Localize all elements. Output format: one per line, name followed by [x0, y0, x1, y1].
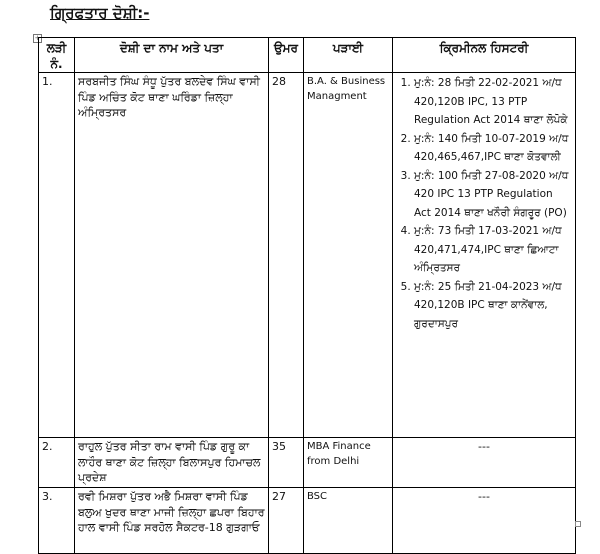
section-heading: ਗ੍ਰਿਫਤਾਰ ਦੋਸ਼ੀ:-	[50, 4, 150, 22]
row-sr: 1.	[39, 73, 75, 438]
history-item: 3. ਮੁ:ਨੰ: 100 ਮਿਤੀ 27-08-2020 ਅ/ਧ 420 IPC 13 PTP Regulation Act 2014 ਥਾਣਾ ਖਨੌਰੀ ਸੰਗਰੂਰ (PO)	[414, 167, 572, 223]
table-header-row	[39, 38, 576, 73]
row-sr: 3.	[39, 488, 75, 554]
row-name-address: ਰਵੀ ਮਿਸ਼ਰਾ ਪੁੱਤਰ ਅਭੈ ਮਿਸ਼ਰਾ ਵਾਸੀ ਪਿੰਡ ਬਲੁਅ ਖੁਦਰ ਥਾਣਾ ਮਾਜੀ ਜ਼ਿਲ੍ਹਾ ਛਪਰਾ ਬਿਹਾਰ ਹਾਲ ਵਾਸੀ ਪਿੰਡ ਸਰਹੋਲ ਸੈਕਟਰ-18 ਗੁੜਗਾਓ	[75, 488, 269, 554]
table-move-handle-icon[interactable]: +	[34, 34, 41, 42]
row-age: 35	[269, 438, 304, 488]
history-item: 1. ਮੁ:ਨੰ: 28 ਮਿਤੀ 22-02-2021 ਅ/ਧ 420,120B IPC, 13 PTP Regulation Act 2014 ਥਾਣਾ ਲੋਪੋਕੇ	[414, 74, 572, 130]
table-row	[39, 73, 576, 438]
row-age: 28	[269, 73, 304, 438]
row-sr: 2.	[39, 438, 75, 488]
row-name-address: ਸਰਬਜੀਤ ਸਿੰਘ ਸੰਧੂ ਪੁੱਤਰ ਬਲਦੇਵ ਸਿੰਘ ਵਾਸੀ ਪਿੰਡ ਅਚਿੰਤ ਕੋਟ ਥਾਣਾ ਘਰਿੰਡਾ ਜ਼ਿਲ੍ਹਾ ਅੰਮ੍ਰਿਤਸਰ	[75, 73, 269, 438]
table-row	[39, 438, 576, 488]
row-name-address: ਰਾਹੁਲ ਪੁੱਤਰ ਸੀਤਾ ਰਾਮ ਵਾਸੀ ਪਿੰਡ ਗੁਰੂ ਕਾ ਲਾਹੌਰ ਥਾਣਾ ਕੋਟ ਜ਼ਿਲ੍ਹਾ ਬਿਲਾਸਪੁਰ ਹਿਮਾਚਲ ਪ੍ਰਦੇਸ਼	[75, 438, 269, 488]
row-age: 27	[269, 488, 304, 554]
row-criminal-history	[393, 73, 576, 438]
header-sr: ਲੜੀ ਨੰ.	[39, 38, 75, 73]
criminal-history-list	[396, 74, 572, 333]
history-item: 2. ਮੁ:ਨੰ: 140 ਮਿਤੀ 10-07-2019 ਅ/ਧ 420,465,467,IPC ਥਾਣਾ ਕੋਤਵਾਲੀ	[414, 130, 572, 167]
row-criminal-history: ---	[393, 488, 576, 554]
history-item: 4. ਮੁ:ਨੰ: 73 ਮਿਤੀ 17-03-2021 ਅ/ਧ 420,471,474,IPC ਥਾਣਾ ਛਿਆਟਾ ਅੰਮ੍ਰਿਤਸਰ	[414, 222, 572, 278]
row-criminal-history: ---	[393, 438, 576, 488]
header-criminal-history: ਕ੍ਰਿਮੀਨਲ ਹਿਸਟਰੀ	[393, 38, 576, 73]
table-row	[39, 488, 576, 554]
row-education: B.A. & Business Managment	[304, 73, 393, 438]
history-item: 5. ਮੁ:ਨੰ: 25 ਮਿਤੀ 21-04-2023 ਅ/ਧ 420,120B IPC ਥਾਣਾ ਕਾਨੇਂਵਾਲ, ਗੁਰਦਾਸਪੁਰ	[414, 278, 572, 334]
header-age: ਉਮਰ	[269, 38, 304, 73]
header-education: ਪੜਾਈ	[304, 38, 393, 73]
row-education: MBA Finance from Delhi	[304, 438, 393, 488]
table-resize-handle[interactable]	[575, 521, 581, 527]
header-name-address: ਦੋਸ਼ੀ ਦਾ ਨਾਮ ਅਤੇ ਪਤਾ	[75, 38, 269, 73]
row-education: BSC	[304, 488, 393, 554]
accused-table	[38, 37, 576, 554]
